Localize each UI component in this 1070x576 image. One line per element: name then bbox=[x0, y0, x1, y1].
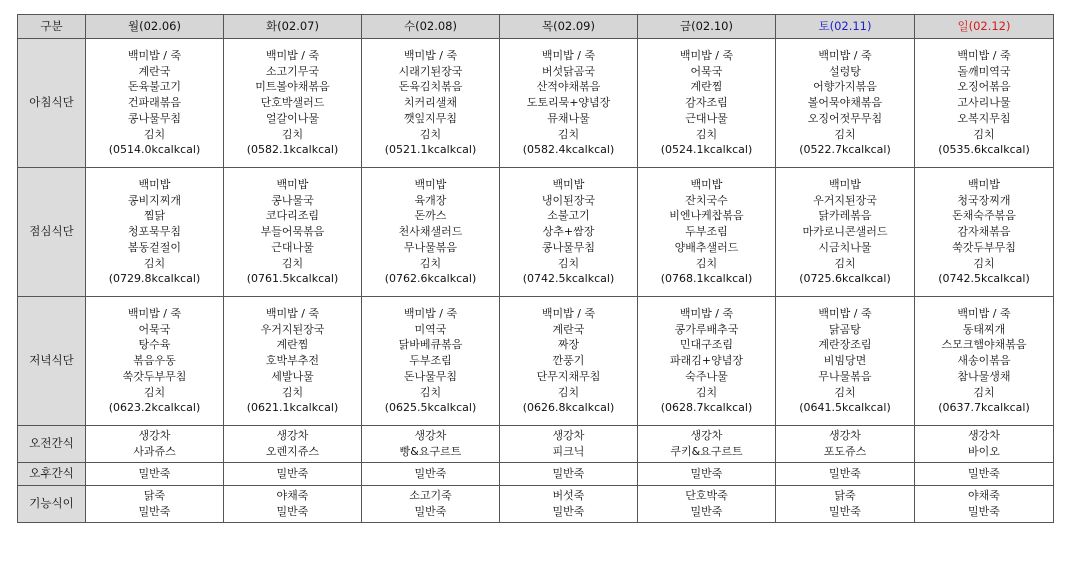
menu-cell-functional-diet-sat bbox=[776, 486, 915, 523]
menu-cell-lunch-wed bbox=[362, 168, 500, 297]
menu-item: 생강차 bbox=[690, 429, 723, 443]
menu-item: 밀반죽 bbox=[414, 505, 447, 518]
menu-cell-morning-snack-fri bbox=[638, 426, 776, 463]
menu-item: 소불고기 bbox=[547, 209, 590, 223]
menu-item: 단호박죽 bbox=[685, 489, 728, 503]
menu-item: (0742.5kcalkcal) bbox=[522, 272, 615, 286]
menu-item: 세발나물 bbox=[271, 369, 314, 383]
day-header-tue: 화(02.07) bbox=[224, 15, 362, 39]
menu-item: 백미밥 / 죽 bbox=[265, 307, 320, 321]
menu-item: 오복지무침 bbox=[957, 111, 1011, 125]
menu-item: 백미밥 bbox=[690, 178, 723, 192]
menu-cell-morning-snack-sat bbox=[776, 426, 915, 463]
menu-item: 김치 bbox=[143, 256, 166, 270]
menu-item: 백미밥 / 죽 bbox=[818, 49, 872, 63]
menu-item: 백미밥 bbox=[414, 178, 447, 192]
menu-item: 백미밥 / 죽 bbox=[403, 307, 458, 321]
menu-item: 김치 bbox=[281, 127, 304, 141]
menu-item: 감자조림 bbox=[685, 96, 728, 110]
menu-cell-functional-diet-fri bbox=[638, 486, 776, 523]
menu-item: 양배추샐러드 bbox=[674, 240, 739, 254]
menu-item: (0637.7kcalkcal) bbox=[938, 401, 1030, 415]
menu-item: 오렌지쥬스 bbox=[265, 445, 320, 458]
menu-cell-morning-snack-tue bbox=[224, 426, 362, 463]
menu-item: 야채죽 bbox=[968, 489, 1000, 503]
menu-item: (0524.1kcalkcal) bbox=[660, 143, 753, 157]
menu-item: 돌깨미역국 bbox=[957, 64, 1011, 78]
menu-item: 닭카레볶음 bbox=[818, 209, 872, 223]
menu-item: 백미밥 / 죽 bbox=[403, 49, 458, 63]
row-lunch bbox=[18, 168, 1054, 297]
menu-item: 두부조림 bbox=[409, 354, 452, 368]
menu-item: 무나물볶음 bbox=[818, 369, 872, 383]
menu-item: 뮤채나물 bbox=[547, 111, 590, 125]
menu-item: 무나물볶음 bbox=[403, 240, 458, 254]
menu-item: 밀반죽 bbox=[690, 467, 723, 481]
row-dinner bbox=[18, 297, 1054, 426]
menu-item: 콩가루배추국 bbox=[674, 322, 739, 336]
menu-cell-lunch-mon bbox=[86, 168, 224, 297]
menu-item: 생강차 bbox=[138, 429, 171, 443]
menu-item: 우거지된장국 bbox=[813, 193, 877, 207]
corner-header: 구분 bbox=[18, 15, 86, 39]
menu-item: (0626.8kcalkcal) bbox=[522, 401, 615, 415]
menu-item: 생강차 bbox=[968, 429, 1000, 443]
menu-item: 밀반죽 bbox=[138, 467, 171, 481]
menu-cell-morning-snack-thu bbox=[500, 426, 638, 463]
menu-item: (0761.5kcalkcal) bbox=[246, 272, 339, 286]
menu-item: 봄동겉절이 bbox=[127, 240, 182, 254]
menu-item: 돈채숙주볶음 bbox=[952, 209, 1016, 223]
menu-item: 참나물생채 bbox=[957, 369, 1011, 383]
menu-item: 계란찜 bbox=[690, 80, 723, 94]
menu-item: 어묵국 bbox=[690, 64, 723, 78]
menu-item: 잔치국수 bbox=[685, 193, 728, 207]
menu-item: 버섯죽 bbox=[552, 489, 585, 503]
menu-item: 단호박샐러드 bbox=[260, 96, 325, 110]
menu-cell-breakfast-thu bbox=[500, 39, 638, 168]
menu-item: (0729.8kcalkcal) bbox=[108, 272, 201, 286]
menu-item: 김치 bbox=[281, 385, 304, 399]
menu-cell-morning-snack-mon bbox=[86, 426, 224, 463]
day-header-mon: 월(02.06) bbox=[86, 15, 224, 39]
menu-cell-afternoon-snack-sat bbox=[776, 463, 915, 486]
menu-item: 피크닉 bbox=[552, 445, 585, 458]
menu-item: 숙주나물 bbox=[685, 369, 728, 383]
menu-cell-lunch-sat bbox=[776, 168, 915, 297]
menu-item: 김치 bbox=[557, 256, 580, 270]
menu-item: 미트볼야채볶음 bbox=[255, 80, 330, 94]
menu-item: 어묵국 bbox=[138, 322, 171, 336]
menu-item: 백미밥 bbox=[552, 178, 585, 192]
menu-item: 백미밥 / 죽 bbox=[541, 49, 596, 63]
menu-item: 백미밥 / 죽 bbox=[541, 307, 596, 321]
day-header-sun: 일(02.12) bbox=[915, 15, 1054, 39]
menu-cell-afternoon-snack-sun bbox=[915, 463, 1054, 486]
menu-item: 김치 bbox=[695, 127, 718, 141]
meal-plan bbox=[17, 14, 1053, 523]
menu-item: 호박부추전 bbox=[265, 354, 320, 368]
menu-item: (0522.7kcalkcal) bbox=[799, 143, 891, 157]
menu-item: 미역국 bbox=[414, 322, 447, 336]
day-header-fri: 금(02.10) bbox=[638, 15, 776, 39]
menu-item: 짜장 bbox=[557, 338, 580, 352]
menu-item: (0535.6kcalkcal) bbox=[938, 143, 1030, 157]
menu-item: 감자채볶음 bbox=[957, 225, 1011, 239]
menu-cell-functional-diet-mon bbox=[86, 486, 224, 523]
menu-item: 쿠키&요구르트 bbox=[670, 445, 743, 458]
menu-item: 김치 bbox=[143, 385, 166, 399]
menu-cell-dinner-wed bbox=[362, 297, 500, 426]
menu-item: 김치 bbox=[281, 256, 304, 270]
menu-item: 백미밥 / 죽 bbox=[127, 49, 182, 63]
menu-item: (0582.1kcalkcal) bbox=[246, 143, 339, 157]
menu-item: 천사채샐러드 bbox=[398, 225, 463, 239]
menu-item: 계란국 bbox=[552, 322, 585, 336]
menu-cell-lunch-thu bbox=[500, 168, 638, 297]
menu-item: 백미밥 bbox=[829, 178, 861, 192]
menu-item: 깐풍기 bbox=[552, 354, 585, 368]
menu-item: 탕수육 bbox=[138, 338, 171, 352]
menu-item: 볶음우동 bbox=[133, 354, 176, 368]
menu-item: 새송이볶음 bbox=[957, 354, 1011, 368]
menu-cell-dinner-thu bbox=[500, 297, 638, 426]
menu-cell-breakfast-wed bbox=[362, 39, 500, 168]
menu-item: 바이오 bbox=[968, 445, 1000, 458]
menu-item: 깻잎지무침 bbox=[403, 111, 458, 125]
menu-item: 상추+쌈장 bbox=[542, 225, 595, 239]
menu-item: 어향가지볶음 bbox=[813, 80, 877, 94]
menu-item: 닭죽 bbox=[143, 489, 166, 503]
menu-item: 백미밥 bbox=[276, 178, 309, 192]
row-morning-snack bbox=[18, 426, 1054, 463]
meal-table bbox=[17, 14, 1054, 523]
menu-item: 닭바베큐볶음 bbox=[398, 338, 463, 352]
menu-cell-breakfast-mon bbox=[86, 39, 224, 168]
menu-cell-afternoon-snack-thu bbox=[500, 463, 638, 486]
menu-item: 밀반죽 bbox=[552, 467, 585, 481]
menu-item: 밀반죽 bbox=[968, 505, 1000, 518]
menu-item: 시래기된장국 bbox=[398, 64, 463, 78]
menu-item: 돈까스 bbox=[414, 209, 447, 223]
menu-item: (0762.6kcalkcal) bbox=[384, 272, 477, 286]
menu-item: 두부조림 bbox=[685, 225, 728, 239]
row-label-lunch: 점심식단 bbox=[18, 168, 86, 297]
menu-item: 민대구조림 bbox=[679, 338, 734, 352]
menu-item: 찜닭 bbox=[143, 209, 166, 223]
menu-item: 오징어볶음 bbox=[957, 80, 1011, 94]
menu-item: 백미밥 / 죽 bbox=[818, 307, 872, 321]
menu-item: (0514.0kcalkcal) bbox=[108, 143, 201, 157]
menu-item: 김치 bbox=[557, 385, 580, 399]
menu-item: (0628.7kcalkcal) bbox=[660, 401, 753, 415]
menu-item: 콩비지찌개 bbox=[127, 193, 182, 207]
menu-item: 쑥갓두부무침 bbox=[122, 369, 187, 383]
menu-item: 비빔당면 bbox=[823, 354, 867, 368]
menu-item: 근대나물 bbox=[271, 240, 314, 254]
menu-item: 스모크햄야채볶음 bbox=[941, 338, 1027, 352]
menu-item: 밀반죽 bbox=[829, 505, 861, 518]
menu-cell-breakfast-tue bbox=[224, 39, 362, 168]
menu-item: 김치 bbox=[973, 127, 995, 141]
menu-cell-breakfast-fri bbox=[638, 39, 776, 168]
menu-item: 밀반죽 bbox=[138, 505, 171, 518]
header-row bbox=[18, 15, 1054, 39]
row-label-breakfast: 아침식단 bbox=[18, 39, 86, 168]
menu-item: 돈나물무침 bbox=[403, 369, 458, 383]
menu-item: 생강차 bbox=[829, 429, 861, 443]
menu-cell-dinner-tue bbox=[224, 297, 362, 426]
menu-item: 생강차 bbox=[414, 429, 447, 443]
menu-item: 청국장찌개 bbox=[957, 193, 1011, 207]
menu-cell-functional-diet-wed bbox=[362, 486, 500, 523]
menu-item: 냉이된장국 bbox=[541, 193, 596, 207]
menu-item: 백미밥 / 죽 bbox=[957, 49, 1011, 63]
menu-item: 빵&요구르트 bbox=[399, 445, 462, 458]
menu-cell-dinner-sun bbox=[915, 297, 1054, 426]
menu-cell-afternoon-snack-tue bbox=[224, 463, 362, 486]
menu-item: 밀반죽 bbox=[276, 467, 309, 481]
menu-item: 계란장조림 bbox=[818, 338, 872, 352]
menu-item: (0625.5kcalkcal) bbox=[384, 401, 477, 415]
menu-item: (0742.5kcalkcal) bbox=[938, 272, 1030, 286]
row-label-functional-diet: 기능식이 bbox=[18, 486, 86, 523]
menu-cell-functional-diet-thu bbox=[500, 486, 638, 523]
menu-cell-dinner-fri bbox=[638, 297, 776, 426]
menu-cell-dinner-mon bbox=[86, 297, 224, 426]
menu-item: 소고기무국 bbox=[265, 64, 320, 78]
menu-cell-afternoon-snack-mon bbox=[86, 463, 224, 486]
row-label-morning-snack: 오전간식 bbox=[18, 426, 86, 463]
menu-item: 백미밥 bbox=[138, 178, 171, 192]
menu-item: 쑥갓두부무침 bbox=[952, 240, 1016, 254]
menu-item: 계란찜 bbox=[276, 338, 309, 352]
menu-cell-functional-diet-sun bbox=[915, 486, 1054, 523]
menu-item: 동태찌개 bbox=[962, 322, 1006, 336]
menu-cell-dinner-sat bbox=[776, 297, 915, 426]
menu-cell-functional-diet-tue bbox=[224, 486, 362, 523]
menu-item: 소고기죽 bbox=[409, 489, 452, 503]
menu-item: 마카로니콘샐러드 bbox=[802, 225, 888, 239]
menu-item: 건파래볶음 bbox=[127, 96, 182, 110]
menu-item: 밀반죽 bbox=[968, 467, 1000, 481]
menu-item: 김치 bbox=[557, 127, 580, 141]
menu-cell-afternoon-snack-wed bbox=[362, 463, 500, 486]
menu-item: 코다리조림 bbox=[265, 209, 320, 223]
menu-item: 비엔나케찹볶음 bbox=[669, 209, 744, 223]
menu-cell-morning-snack-wed bbox=[362, 426, 500, 463]
menu-item: (0621.1kcalkcal) bbox=[246, 401, 339, 415]
menu-item: 김치 bbox=[419, 385, 442, 399]
menu-cell-breakfast-sat bbox=[776, 39, 915, 168]
menu-item: 콩나물무침 bbox=[127, 111, 182, 125]
menu-item: 백미밥 / 죽 bbox=[127, 307, 182, 321]
day-header-wed: 수(02.08) bbox=[362, 15, 500, 39]
menu-item: 산적야채볶음 bbox=[536, 80, 601, 94]
menu-item: 야채죽 bbox=[276, 489, 309, 503]
menu-item: 설렁탕 bbox=[829, 64, 861, 78]
row-functional-diet bbox=[18, 486, 1054, 523]
menu-item: 김치 bbox=[973, 256, 995, 270]
menu-cell-lunch-tue bbox=[224, 168, 362, 297]
menu-item: 김치 bbox=[695, 256, 718, 270]
day-header-thu: 목(02.09) bbox=[500, 15, 638, 39]
menu-item: 치커리샐채 bbox=[403, 96, 458, 110]
row-afternoon-snack bbox=[18, 463, 1054, 486]
menu-item: 밀반죽 bbox=[552, 505, 585, 518]
day-header-sat: 토(02.11) bbox=[776, 15, 915, 39]
menu-item: 얼갈이나물 bbox=[265, 111, 320, 125]
menu-item: 도토리묵+양념장 bbox=[526, 96, 611, 110]
menu-item: 김치 bbox=[143, 127, 166, 141]
menu-item: 계란국 bbox=[138, 64, 171, 78]
menu-item: 육개장 bbox=[414, 193, 447, 207]
menu-item: 김치 bbox=[695, 385, 718, 399]
menu-item: 단무지채무침 bbox=[536, 369, 601, 383]
menu-cell-afternoon-snack-fri bbox=[638, 463, 776, 486]
menu-item: 고사리나물 bbox=[957, 96, 1011, 110]
row-breakfast bbox=[18, 39, 1054, 168]
menu-item: (0641.5kcalkcal) bbox=[799, 401, 891, 415]
menu-item: 밀반죽 bbox=[690, 505, 723, 518]
menu-item: 밀반죽 bbox=[276, 505, 309, 518]
menu-item: 백미밥 / 죽 bbox=[265, 49, 320, 63]
menu-item: 돈육김치볶음 bbox=[398, 80, 463, 94]
menu-item: (0768.1kcalkcal) bbox=[660, 272, 753, 286]
menu-item: 밀반죽 bbox=[829, 467, 861, 481]
menu-item: 김치 bbox=[419, 256, 442, 270]
menu-item: 김치 bbox=[834, 385, 856, 399]
menu-item: 파래김+양념장 bbox=[670, 354, 743, 368]
menu-item: 콩나물무침 bbox=[541, 240, 596, 254]
menu-item: 청포묵무침 bbox=[127, 225, 182, 239]
menu-item: 김치 bbox=[419, 127, 442, 141]
menu-item: (0521.1kcalkcal) bbox=[384, 143, 477, 157]
menu-cell-lunch-sun bbox=[915, 168, 1054, 297]
menu-item: 김치 bbox=[973, 385, 995, 399]
menu-item: 우거지된장국 bbox=[260, 322, 325, 336]
menu-item: 생강차 bbox=[552, 429, 585, 443]
menu-item: 김치 bbox=[834, 256, 856, 270]
menu-item: 볼어묵야채볶음 bbox=[807, 96, 883, 110]
menu-item: 생강차 bbox=[276, 429, 309, 443]
menu-item: 근대나물 bbox=[685, 111, 728, 125]
menu-item: (0582.4kcalkcal) bbox=[522, 143, 615, 157]
menu-cell-lunch-fri bbox=[638, 168, 776, 297]
menu-item: 김치 bbox=[834, 127, 856, 141]
menu-item: 오징어젓무무침 bbox=[807, 111, 883, 125]
row-label-afternoon-snack: 오후간식 bbox=[18, 463, 86, 486]
row-label-dinner: 저녁식단 bbox=[18, 297, 86, 426]
menu-item: (0623.2kcalkcal) bbox=[108, 401, 201, 415]
menu-cell-breakfast-sun bbox=[915, 39, 1054, 168]
menu-item: 백미밥 / 죽 bbox=[679, 307, 734, 321]
menu-item: 시금치나물 bbox=[818, 240, 872, 254]
menu-cell-morning-snack-sun bbox=[915, 426, 1054, 463]
menu-item: 사과쥬스 bbox=[133, 445, 176, 458]
menu-item: 닭곰탕 bbox=[829, 322, 861, 336]
menu-item: 돈육불고기 bbox=[127, 80, 182, 94]
menu-item: 밀반죽 bbox=[414, 467, 447, 481]
menu-item: 포도쥬스 bbox=[823, 445, 867, 458]
menu-item: 부들어묵볶음 bbox=[260, 225, 325, 239]
menu-item: 콩나물국 bbox=[271, 193, 314, 207]
menu-item: (0725.6kcalkcal) bbox=[799, 272, 891, 286]
menu-item: 닭죽 bbox=[834, 489, 856, 503]
menu-item: 버섯닭곰국 bbox=[541, 64, 596, 78]
menu-item: 백미밥 / 죽 bbox=[679, 49, 734, 63]
menu-item: 백미밥 / 죽 bbox=[957, 307, 1011, 321]
menu-item: 백미밥 bbox=[968, 178, 1000, 192]
